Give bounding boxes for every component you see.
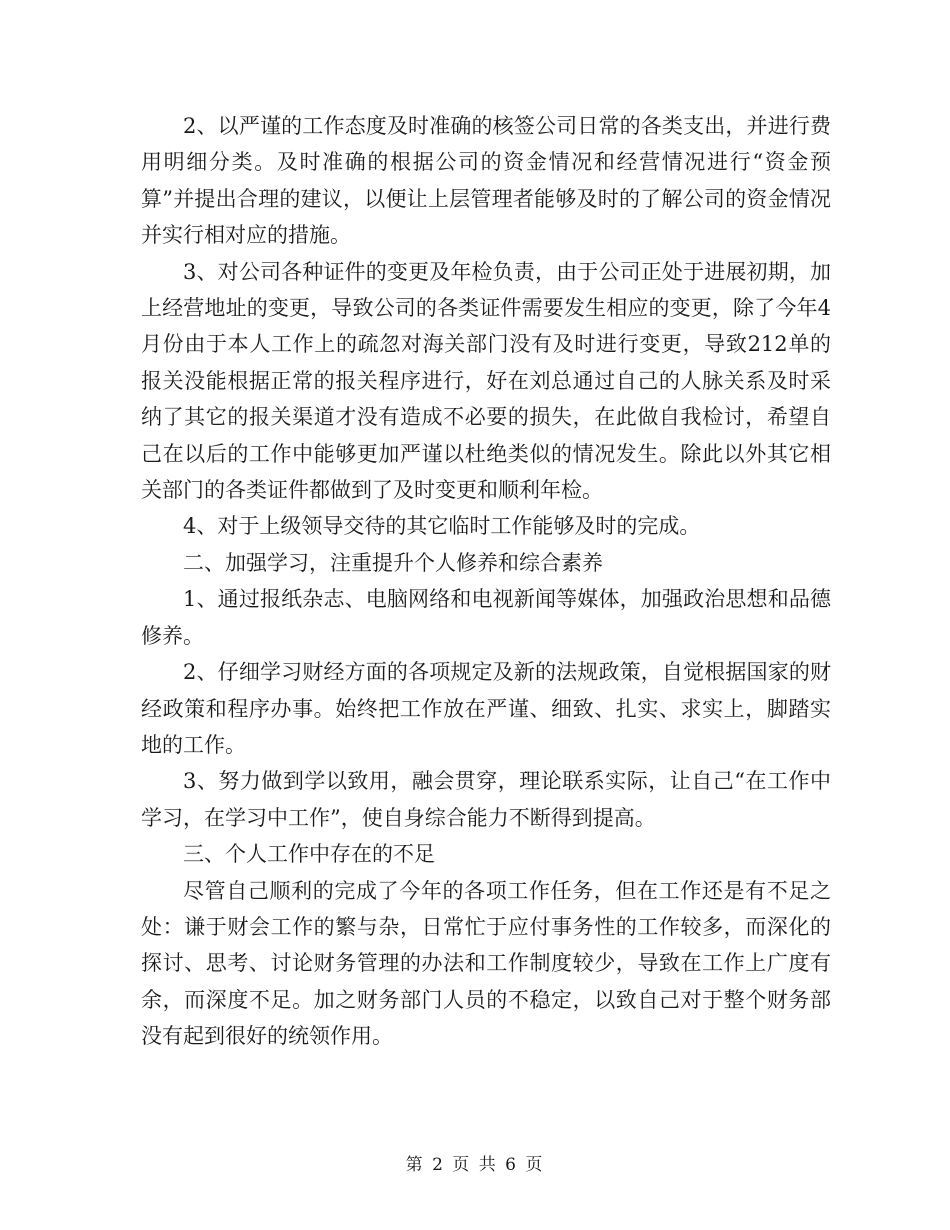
paragraph-item-4-temporary-tasks: 4、对于上级领导交待的其它临时工作能够及时的完成。	[183, 514, 701, 539]
page-number-footer: 第 2 页 共 6 页	[405, 1155, 545, 1175]
document-body	[141, 108, 831, 1055]
section-heading-shortcomings: 三、个人工作中存在的不足	[183, 842, 435, 867]
paragraph-item-3-certificates: 3、对公司各种证件的变更及年检负责，由于公司正处于进展初期，加上经营地址的变更，导致公司的各类证件需要发生相应的变更，除了今年4月份由于本人工作上的疏忽对海关部门没有及时进行变更，导致212单的报关没能根据正常的报关程序进行，好在刘总通过自己的人脉关系及时采纳了其它的报关渠道才没有造成不必要的损失，在此做自我检讨，希望自己在以后的工作中能够更加严谨以杜绝类似的情况发生。除此以外其它相关部门的各类证件都做到了及时变更和顺利年检。	[141, 259, 831, 503]
paragraph-shortcomings: 尽管自己顺利的完成了今年的各项工作任务，但在工作还是有不足之处：谦于财会工作的繁与杂，日常忙于应付事务性的工作较多，而深化的探讨、思考、讨论财务管理的办法和工作制度较少，导致在工作上广度有余，而深度不足。加之财务部门人员的不稳定，以致自己对于整个财务部没有起到很好的统领作用。	[141, 878, 831, 1049]
paragraph-learning-3: 3、努力做到学以致用，融会贯穿，理论联系实际，让自己“在工作中学习，在学习中工作”，使自身综合能力不断得到提高。	[141, 769, 831, 830]
paragraph-learning-1: 1、通过报纸杂志、电脑网络和电视新闻等媒体，加强政治思想和品德修养。	[141, 587, 831, 648]
paragraph-learning-2: 2、仔细学习财经方面的各项规定及新的法规政策，自觉根据国家的财经政策和程序办事。始终把工作放在严谨、细致、扎实、求实上，脚踏实地的工作。	[141, 660, 831, 757]
section-heading-learning: 二、加强学习，注重提升个人修养和综合素养	[183, 550, 603, 575]
paragraph-item-2-expense-review: 2、以严谨的工作态度及时准确的核签公司日常的各类支出，并进行费用明细分类。及时准确的根据公司的资金情况和经营情况进行“资金预算”并提出合理的建议，以便让上层管理者能够及时的了解公司的资金情况并实行相对应的措施。	[141, 114, 831, 248]
